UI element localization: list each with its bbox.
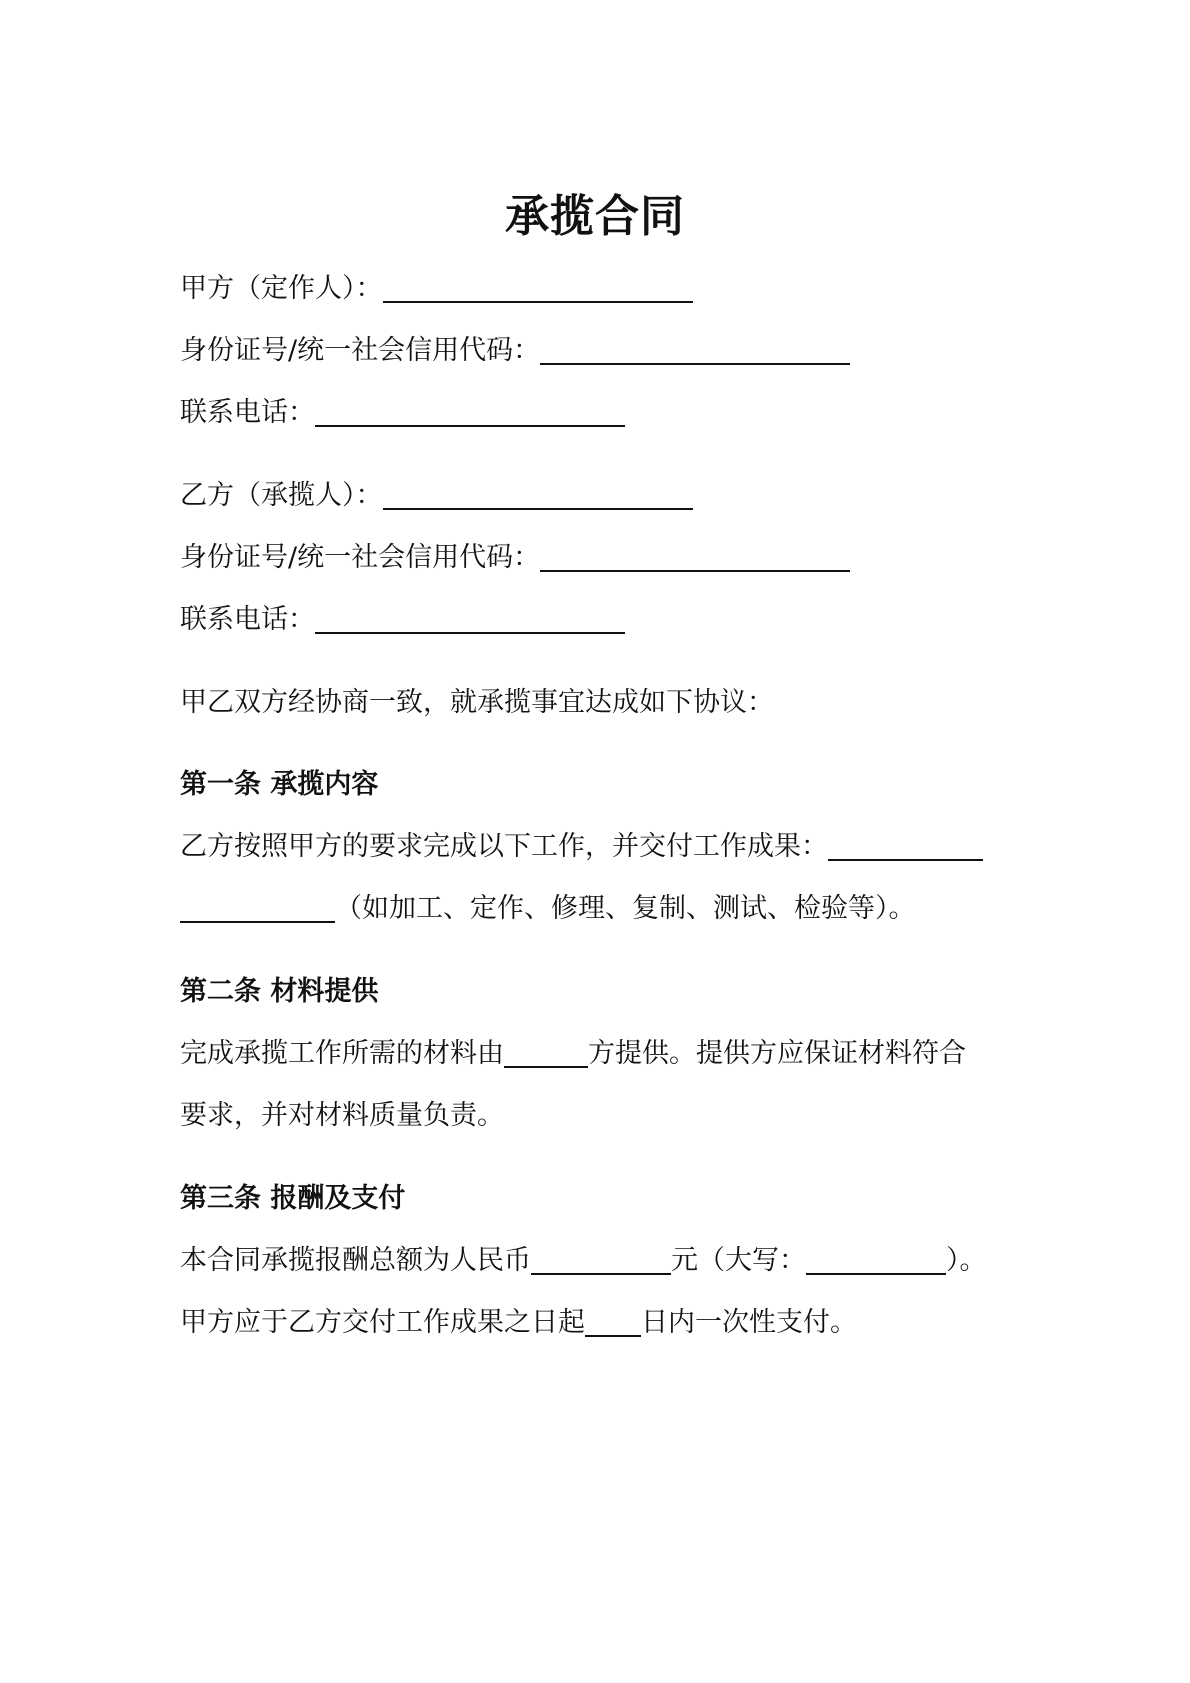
party-b-name-blank[interactable]	[383, 480, 693, 510]
party-a-id-blank[interactable]	[540, 335, 850, 365]
party-a-phone-label: 联系电话：	[180, 397, 315, 428]
party-a-name-line	[180, 272, 693, 306]
article2-heading: 第二条 材料提供	[180, 976, 379, 1007]
article2-line2: 要求，并对材料质量负责。	[180, 1100, 504, 1131]
article1-work-blank-2[interactable]	[180, 893, 335, 923]
party-b-name-line	[180, 479, 693, 513]
article1-line1	[180, 830, 983, 864]
party-a-name-blank[interactable]	[383, 273, 693, 303]
party-a-name-label: 甲方（定作人）：	[180, 273, 383, 304]
party-a-phone-line	[180, 396, 625, 430]
party-b-name-label: 乙方（承揽人）：	[180, 480, 383, 511]
article1-line1-text: 乙方按照甲方的要求完成以下工作，并交付工作成果：	[180, 831, 828, 862]
article1-line2	[180, 892, 916, 926]
party-a-id-label: 身份证号/统一社会信用代码：	[180, 335, 541, 366]
article3-line1-text-c: ）。	[946, 1245, 987, 1276]
preamble: 甲乙双方经协商一致，就承揽事宜达成如下协议：	[180, 687, 774, 718]
article3-line1-text-a: 本合同承揽报酬总额为人民币	[180, 1245, 531, 1276]
article2-provider-blank[interactable]	[504, 1038, 588, 1068]
article2-line1-text-a: 完成承揽工作所需的材料由	[180, 1038, 504, 1069]
party-b-id-line	[180, 541, 850, 575]
article1-work-blank-1[interactable]	[828, 831, 983, 861]
article2-line1	[180, 1037, 966, 1071]
party-b-id-blank[interactable]	[540, 542, 850, 572]
article3-line1-text-b: 元（大写：	[671, 1245, 806, 1276]
party-a-phone-blank[interactable]	[315, 397, 625, 427]
article3-line2-text-b: 日内一次性支付。	[641, 1307, 857, 1338]
article3-amount-uppercase-blank[interactable]	[806, 1245, 946, 1275]
article3-line1	[180, 1244, 987, 1278]
party-a-id-line	[180, 334, 850, 368]
article1-heading: 第一条 承揽内容	[180, 769, 379, 800]
party-b-phone-line	[180, 603, 625, 637]
party-b-id-label: 身份证号/统一社会信用代码：	[180, 542, 541, 573]
article3-line2-text-a: 甲方应于乙方交付工作成果之日起	[180, 1307, 585, 1338]
party-b-phone-blank[interactable]	[315, 604, 625, 634]
article3-line2	[180, 1306, 857, 1340]
article2-line1-text-b: 方提供。提供方应保证材料符合	[588, 1038, 966, 1069]
article3-days-blank[interactable]	[585, 1307, 641, 1337]
article3-amount-blank[interactable]	[531, 1245, 671, 1275]
article1-line2-text: （如加工、定作、修理、复制、测试、检验等）。	[335, 893, 916, 924]
article3-heading: 第三条 报酬及支付	[180, 1183, 406, 1214]
document-title: 承揽合同	[505, 191, 685, 242]
party-b-phone-label: 联系电话：	[180, 604, 315, 635]
